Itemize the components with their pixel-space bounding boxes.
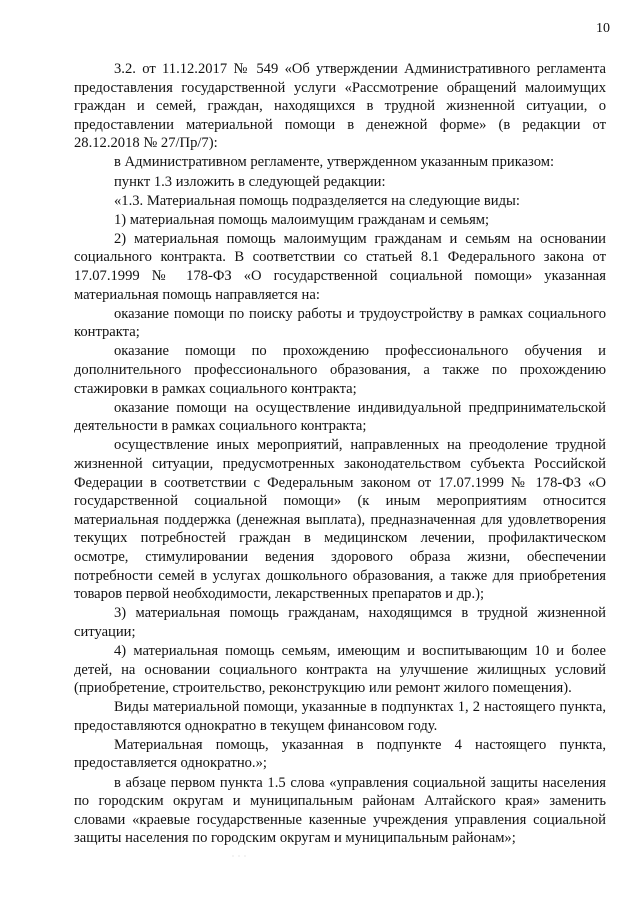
- paragraph-clause-1-3-intro: пункт 1.3 изложить в следующей редакции:: [114, 173, 386, 190]
- page-number: 10: [596, 21, 610, 36]
- paragraph-frequency-1-2: Виды материальной помощи, указанные в подпунктах 1, 2 настоящего пункта, предоставляются однократно в текущем финансовом году.: [74, 699, 606, 734]
- list-item-4: 4) материальная помощь семьям, имеющим и воспитывающим 10 и более детей, на основании социального контракта на улучшение жилищных условий (приобретение, строительство, реконструкцию или ремонт жилого помещения).: [74, 642, 606, 697]
- list-item-1: 1) материальная помощь малоимущим гражданам и семьям;: [114, 211, 490, 228]
- paragraph-regulation-intro: в Административном регламенте, утвержденном указанным приказом:: [114, 154, 555, 171]
- paragraph-clause-1-5: в абзаце первом пункта 1.5 слова «управления социальной защиты населения по городским округам и муниципальным районам Алтайского края» заменить словами «краевые государственные казенные учреждения управления социальной защиты населения по городским округам и муниципальным районам»;: [74, 774, 606, 847]
- list-item-2: 2) материальная помощь малоимущим гражданам и семьям на основании социального контракта. В соответствии со статьей 8.1 Федерального закона от 17.07.1999 № 178-ФЗ «О государственной социальной помощи» указанная материальная помощь направляется на:: [74, 230, 606, 303]
- sub-item-other-measures: осуществление иных мероприятий, направленных на преодоление трудной жизненной ситуации, предусмотренных законодательством субъекта Российской Федерации в соответствии с Федеральным законом от 17.07.1999 № 178-ФЗ «О государственной социальной помощи» (к иным мероприятиям относится материальная поддержка (денежная выплата), предназначенная для удовлетворения текущих потребностей граждан в медицинском лечении, профилактическом осмотре, стимулировании ведения здорового образа жизни, обеспечении потребности семей в услугах дошкольного образования, а также для приобретения товаров первой необходимости, лекарственных препаратов и др.);: [74, 437, 606, 603]
- scan-artifact: [232, 855, 246, 857]
- paragraph-frequency-4: Материальная помощь, указанная в подпункте 4 настоящего пункта, предоставляется однократно.»;: [74, 736, 606, 772]
- document-body: [74, 60, 606, 848]
- sub-item-training: оказание помощи по прохождению профессионального обучения и дополнительного профессионального образования, а также по прохождению стажировки в рамках социального контракта;: [74, 343, 606, 397]
- sub-item-job-search: оказание помощи по поиску работы и трудоустройству в рамках социального контракта;: [74, 305, 606, 341]
- paragraph-clause-1-3: «1.3. Материальная помощь подразделяется на следующие виды:: [114, 192, 520, 209]
- sub-item-entrepreneurship: оказание помощи на осуществление индивидуальной предпринимательской деятельности в рамках социального контракта;: [74, 399, 606, 435]
- paragraph-order-3-2: 3.2. от 11.12.2017 № 549 «Об утверждении Административного регламента предоставления государственной услуги «Рассмотрение обращений малоимущих граждан и семей, граждан, находящихся в трудной жизненной ситуации, о предоставлении материальной помощи в денежной форме» (в редакции от 28.12.2018 № 27/Пр/7):: [74, 61, 606, 152]
- list-item-3: 3) материальная помощь гражданам, находящимся в трудной жизненной ситуации;: [74, 605, 606, 640]
